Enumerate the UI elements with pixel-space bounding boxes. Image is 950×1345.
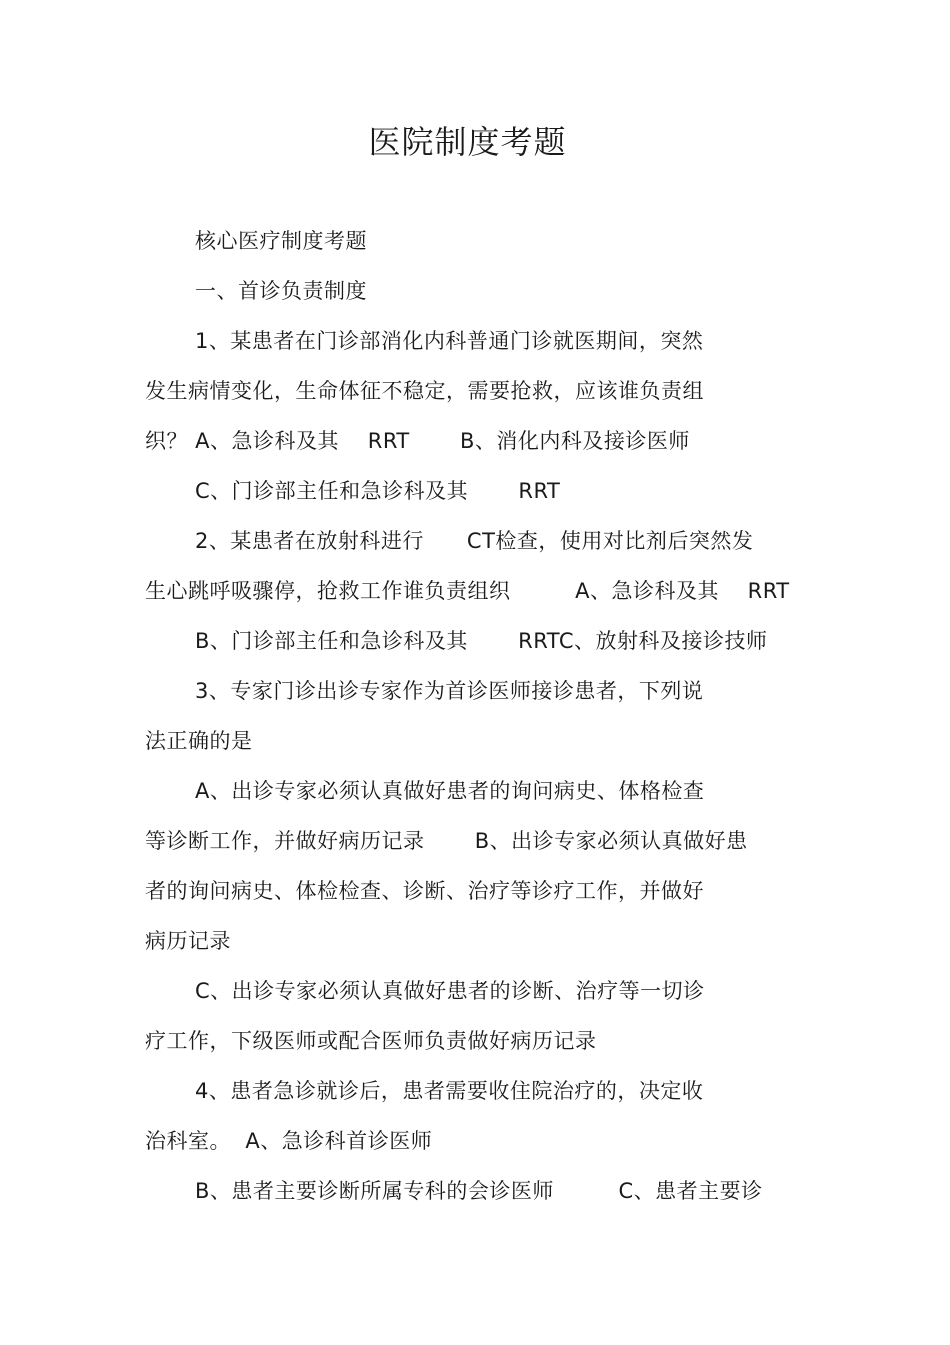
question-3-option-b-line-2: 者的询问病史、体检检查、诊断、治疗等诊疗工作，并做好: [145, 879, 704, 903]
subsection-heading: 一、首诊负责制度: [195, 279, 367, 303]
question-2-line-2: 生心跳呼吸骤停，抢救工作谁负责组织 A、急诊科及其 RRT: [145, 579, 790, 603]
question-3-option-a-line-2: 等诊断工作，并做好病历记录 B、出诊专家必须认真做好患: [145, 829, 748, 853]
question-3-line-1: 3、专家门诊出诊专家作为首诊医师接诊患者，下列说: [195, 679, 704, 703]
document-title: 医院制度考题: [368, 123, 567, 161]
question-1-option-c: C、门诊部主任和急诊科及其 RRT: [195, 479, 561, 503]
section-heading: 核心医疗制度考题: [195, 229, 367, 253]
question-4-options: B、患者主要诊断所属专科的会诊医师 C、患者主要诊: [195, 1179, 763, 1203]
question-3-option-b-line-3: 病历记录: [145, 929, 231, 953]
question-4-line-2: 治科室。 A、急诊科首诊医师: [145, 1129, 433, 1153]
question-1-line-3: 织？ A、急诊科及其 RRT B、消化内科及接诊医师: [145, 429, 690, 453]
question-3-option-c-line-2: 疗工作，下级医师或配合医师负责做好病历记录: [145, 1029, 597, 1053]
question-3-line-2: 法正确的是: [145, 729, 253, 753]
question-3-option-c-line-1: C、出诊专家必须认真做好患者的诊断、治疗等一切诊: [195, 979, 705, 1003]
question-3-option-a-line-1: A、出诊专家必须认真做好患者的询问病史、体格检查: [195, 779, 705, 803]
question-2-options: B、门诊部主任和急诊科及其 RRTC、放射科及接诊技师: [195, 629, 768, 653]
question-1-line-1: 1、某患者在门诊部消化内科普通门诊就医期间，突然: [195, 329, 704, 353]
question-2-line-1: 2、某患者在放射科进行 CT检查，使用对比剂后突然发: [195, 529, 754, 553]
question-4-line-1: 4、患者急诊就诊后，患者需要收住院治疗的，决定收: [195, 1079, 704, 1103]
question-1-line-2: 发生病情变化，生命体征不稳定，需要抢救，应该谁负责组: [145, 379, 704, 403]
